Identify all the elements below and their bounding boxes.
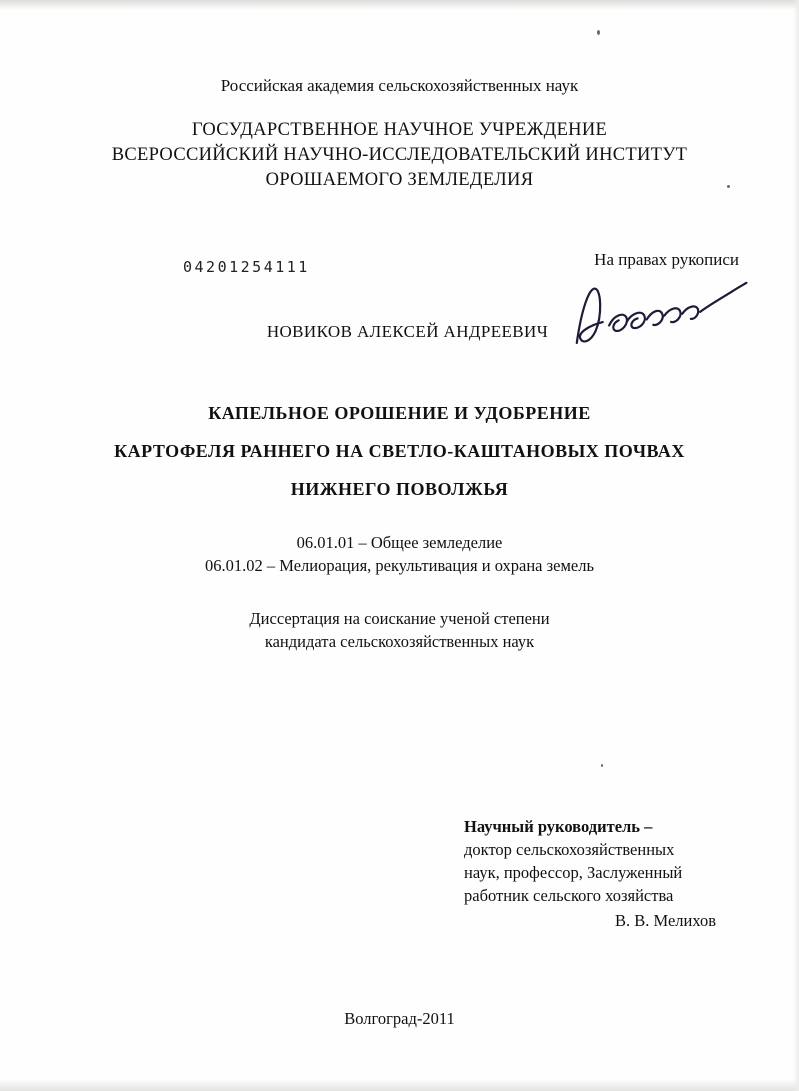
supervisor-name: В. В. Мелихов [614, 911, 716, 930]
dissertation-title-line-2: КАРТОФЕЛЯ РАННЕГО НА СВЕТЛО-КАШТАНОВЫХ ПОЧВАХ [114, 441, 685, 461]
thesis-statement-line-2: кандидата сельскохозяйственных наук [264, 632, 535, 651]
supervisor-degree-line-2: наук, профессор, Заслуженный [464, 863, 683, 882]
scan-edge-top [0, 0, 799, 10]
specialty-code-2: 06.01.02 – Мелиорация, рекультивация и охрана земель [205, 556, 594, 575]
scan-artifact [601, 764, 603, 767]
institution-line-3: ОРОШАЕМОГО ЗЕМЛЕДЕЛИЯ [265, 170, 534, 190]
thesis-statement-line-1: Диссертация на соискание ученой степени [249, 609, 550, 628]
specialty-code-1: 06.01.01 – Общее земледелие [296, 533, 503, 552]
supervisor-degree-line-3: работник сельского хозяйства [464, 886, 674, 905]
institution-line-2: ВСЕРОССИЙСКИЙ НАУЧНО-ИССЛЕДОВАТЕЛЬСКИЙ ИНСТИТУТ [111, 145, 688, 165]
academy-name: Российская академия сельскохозяйственных наук [220, 76, 579, 95]
supervisor-degree-line-1: доктор сельскохозяйственных [464, 840, 675, 859]
registration-code: 04201254111 [183, 258, 310, 276]
supervisor-block [464, 815, 716, 932]
scan-artifact [597, 30, 600, 35]
manuscript-rights-note: На правах рукописи [594, 250, 739, 269]
city-and-year: Волгоград-2011 [344, 1009, 455, 1028]
supervisor-label: Научный руководитель – [464, 817, 653, 836]
institution-line-1: ГОСУДАРСТВЕННОЕ НАУЧНОЕ УЧРЕЖДЕНИЕ [191, 120, 608, 140]
dissertation-title-line-1: КАПЕЛЬНОЕ ОРОШЕНИЕ И УДОБРЕНИЕ [208, 403, 591, 423]
author-name: НОВИКОВ АЛЕКСЕЙ АНДРЕЕВИЧ [266, 322, 549, 341]
handwritten-signature [564, 263, 756, 362]
scan-edge-bottom [0, 1079, 799, 1091]
dissertation-title-line-3: НИЖНЕГО ПОВОЛЖЬЯ [290, 479, 509, 499]
